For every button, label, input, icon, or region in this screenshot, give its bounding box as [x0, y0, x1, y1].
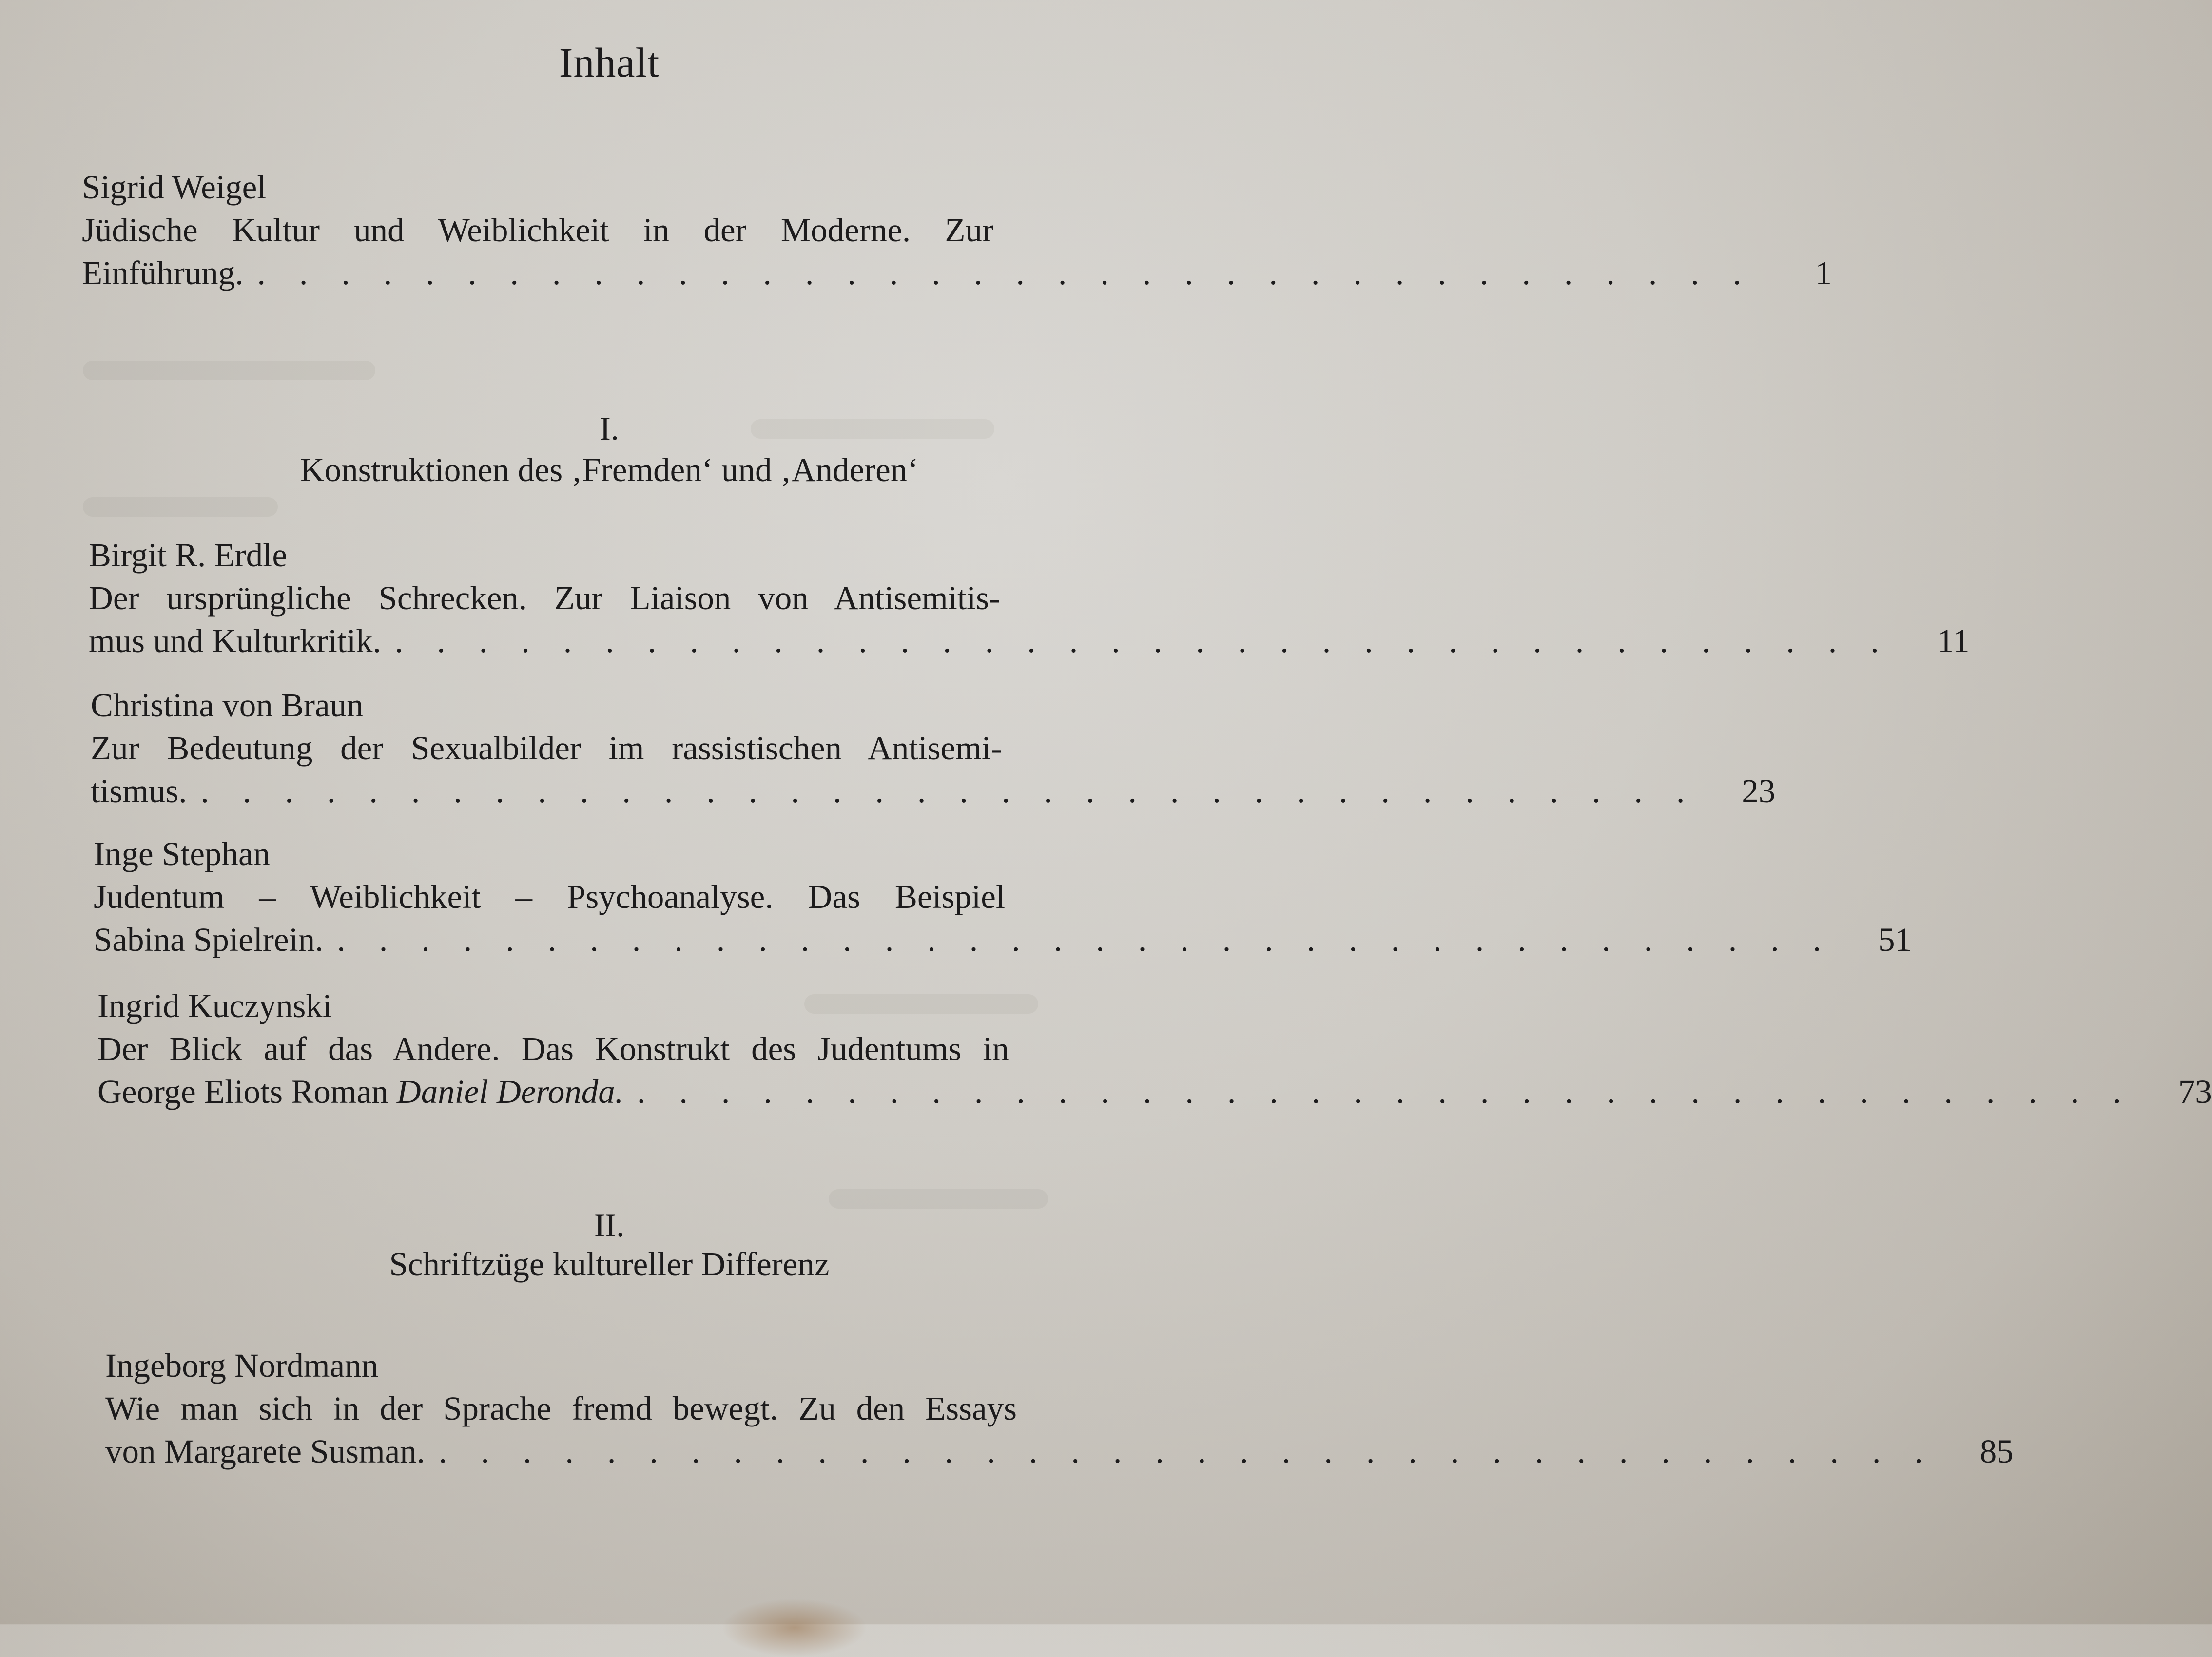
- entry-author: Sigrid Weigel: [82, 169, 267, 206]
- entry-title-last-line: [91, 770, 1776, 812]
- entry-author: Ingrid Kuczynski: [97, 987, 332, 1024]
- page-number: 1: [1815, 254, 1832, 291]
- toc-entry: [97, 984, 2212, 1113]
- entry-author: Inge Stephan: [94, 835, 271, 872]
- entry-title-line-2: George Eliots Roman: [97, 1073, 388, 1110]
- entry-title-line-1: Wie man sich in der Sprache fremd bewegt. Zu den Essays: [105, 1390, 1017, 1427]
- dot-leader: . . . . . . . . . . . . . . . . . . . . . . . . . . . . . . . . . . . .: [439, 1433, 1936, 1470]
- entry-title-last-line: [82, 251, 1832, 294]
- entry-title-last-line: [94, 918, 1912, 961]
- entry-author: Ingeborg Nordmann: [105, 1347, 379, 1384]
- toc-entry: [89, 534, 1970, 662]
- page-number: 73: [2178, 1073, 2212, 1110]
- section-title: Schriftzüge kultureller Differenz: [389, 1246, 830, 1283]
- page-number: 85: [1979, 1433, 2014, 1470]
- book-title-italic: Daniel Deronda.: [396, 1073, 623, 1110]
- toc-entry: [94, 832, 1912, 961]
- page-number: 23: [1742, 772, 1776, 809]
- entry-title-line-1: Jüdische Kultur und Weiblichkeit in der Moderne. Zur: [82, 212, 993, 249]
- toc-entry: [91, 684, 1776, 812]
- entry-title-line-2: tismus.: [91, 772, 187, 809]
- entry-title-line-2: Einführung.: [82, 254, 244, 291]
- page-number: 51: [1878, 921, 1912, 958]
- entry-title-line-2: Sabina Spielrein.: [94, 921, 324, 958]
- entry-title-last-line: [97, 1070, 2212, 1113]
- page-number: 11: [1937, 622, 1970, 659]
- dot-leader: . . . . . . . . . . . . . . . . . . . . . . . . . . . . . . . . . . . .: [257, 254, 1754, 291]
- entry-title-line-1: Der Blick auf das Andere. Das Konstrukt des Judentums in: [97, 1030, 1009, 1067]
- entry-title-line-1: Zur Bedeutung der Sexualbilder im rassistischen Antisemi-: [91, 730, 1002, 767]
- entry-title-last-line: [89, 619, 1970, 662]
- entry-title-line-2: von Margarete Susman.: [105, 1433, 426, 1470]
- bottom-shadow: [721, 1599, 868, 1657]
- entry-title-line-2-group: [97, 1070, 623, 1113]
- dot-leader: . . . . . . . . . . . . . . . . . . . . . . . . . . . . . . . . . . . .: [394, 622, 1892, 659]
- dot-leader: . . . . . . . . . . . . . . . . . . . . . . . . . . . . . . . . . . . .: [637, 1073, 2134, 1110]
- entry-author: Christina von Braun: [91, 687, 364, 724]
- dot-leader: . . . . . . . . . . . . . . . . . . . . . . . . . . . . . . . . . . . .: [200, 772, 1698, 809]
- toc-entry: [105, 1344, 2014, 1473]
- dot-leader: . . . . . . . . . . . . . . . . . . . . . . . . . . . . . . . . . . . .: [337, 921, 1834, 958]
- entry-title-line-2: mus und Kulturkritik.: [89, 622, 381, 659]
- section-number: I.: [600, 410, 619, 447]
- entry-title-last-line: [105, 1430, 2014, 1473]
- section-title: Konstruktionen des ‚Fremden‘ und ‚Anderen‘: [300, 451, 919, 488]
- entry-title-line-1: Judentum – Weiblichkeit – Psychoanalyse. Das Beispiel: [94, 878, 1005, 915]
- toc-entry-intro: [82, 166, 1832, 294]
- section-number: II.: [594, 1207, 625, 1244]
- entry-author: Birgit R. Erdle: [89, 537, 287, 574]
- page-title: Inhalt: [559, 39, 660, 86]
- entry-title-line-1: Der ursprüngliche Schrecken. Zur Liaison von Antisemitis-: [89, 579, 1000, 617]
